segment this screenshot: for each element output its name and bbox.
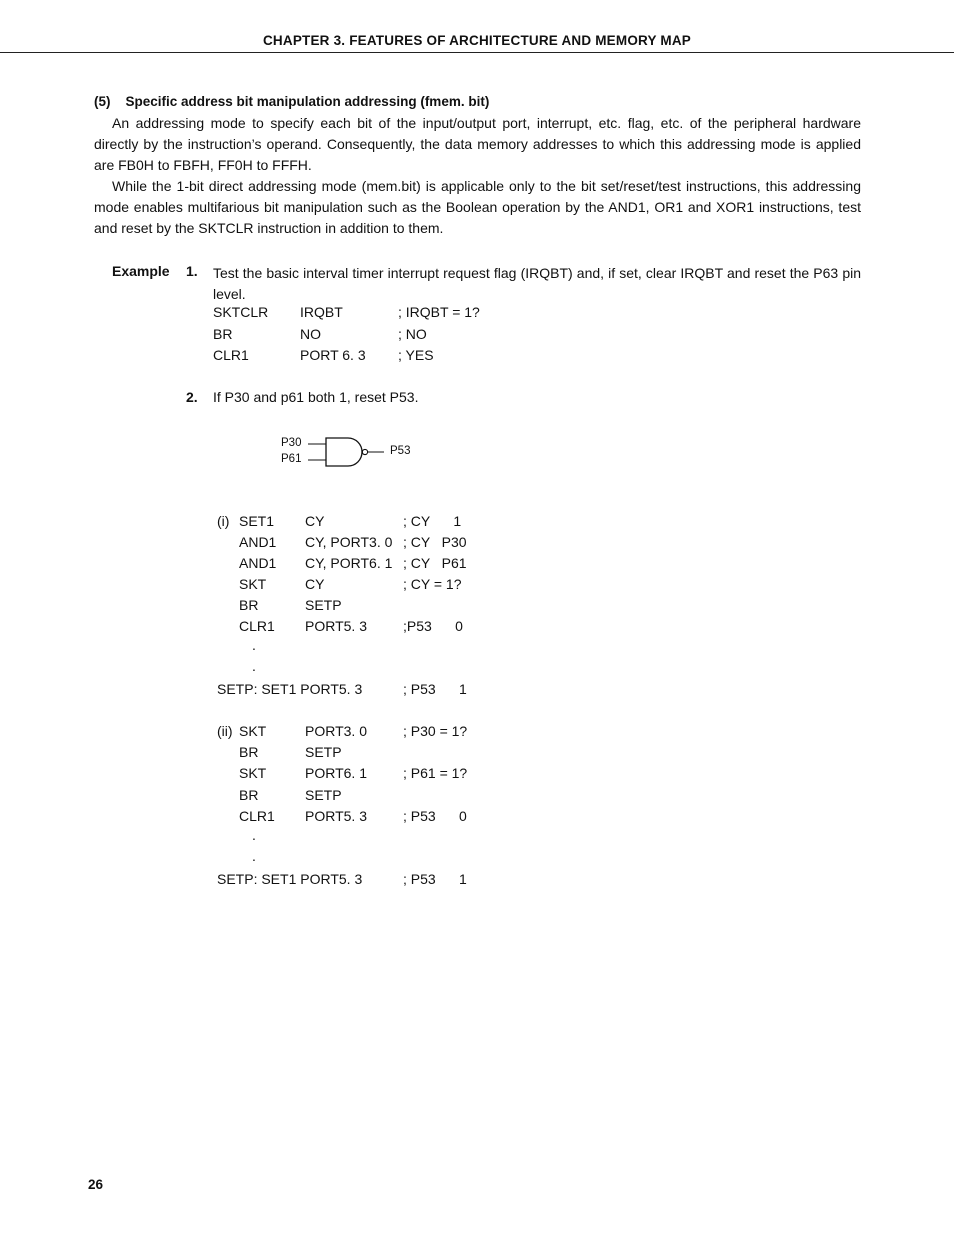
code-op: BR <box>239 744 259 760</box>
nand-gate-body <box>326 438 362 466</box>
section-title: (5) Specific address bit manipulation addressing (fmem. bit) <box>94 94 490 109</box>
code-operand: PORT6. 1 <box>305 765 367 781</box>
code-comment: ; P53 0 <box>403 808 467 824</box>
example-label: Example <box>112 263 170 279</box>
paragraph-1-text: An addressing mode to specify each bit of the input/output port, interrupt, etc. flag, etc. of the peripheral hardware directly by the instruction’s operand. Consequently, the data memory addresses to which this addressing mode is applied are FB0H to FBFH, FF0H to FFFH. <box>94 115 861 173</box>
code-comment: ; CY 1 <box>403 513 462 529</box>
code-op: CLR1 <box>239 618 275 634</box>
paragraph-2 <box>94 176 861 239</box>
code-comment: ; P53 1 <box>403 871 467 887</box>
code-comment: ; CY P30 <box>403 534 467 550</box>
part-i-prefix: (i) <box>217 513 230 529</box>
nand-gate-bubble <box>362 449 367 454</box>
part-ii-prefix: (ii) <box>217 723 233 739</box>
nand-gate-diagram <box>300 430 390 475</box>
code-operand: PORT5. 3 <box>305 808 367 824</box>
code-operand: IRQBT <box>300 304 343 320</box>
code-comment: ;P53 0 <box>403 618 463 634</box>
code-operand: CY <box>305 576 325 592</box>
code-operand: SETP <box>305 787 342 803</box>
ellipsis-dot: . <box>252 848 256 864</box>
example-item-1-number: 1. <box>186 263 198 279</box>
page-number: 26 <box>88 1177 104 1192</box>
code-op: AND1 <box>239 534 277 550</box>
code-op: BR <box>239 787 259 803</box>
code-op: AND1 <box>239 555 277 571</box>
code-operand: SETP <box>305 744 342 760</box>
code-comment: ; NO <box>398 326 427 342</box>
ellipsis-dot: . <box>252 658 256 674</box>
code-comment: ; P53 1 <box>403 681 467 697</box>
code-op: SKT <box>239 576 267 592</box>
code-op: SET1 <box>239 513 275 529</box>
ellipsis-dot: . <box>252 637 256 653</box>
code-operand: PORT3. 0 <box>305 723 367 739</box>
code-comment: ; P61 = 1? <box>403 765 468 781</box>
code-op: SKT <box>239 765 267 781</box>
example-item-2-text: If P30 and p61 both 1, reset P53. <box>213 389 419 405</box>
code-op: CLR1 <box>213 347 249 363</box>
code-comment: ; YES <box>398 347 434 363</box>
code-operand: PORT 6. 3 <box>300 347 366 363</box>
code-comment: ; CY = 1? <box>403 576 462 592</box>
code-operand: CY, PORT3. 0 <box>305 534 393 550</box>
gate-output-label-p53: P53 <box>390 445 411 457</box>
page-header-title: CHAPTER 3. FEATURES OF ARCHITECTURE AND MEMORY MAP <box>262 33 691 48</box>
paragraph-1 <box>94 113 861 176</box>
gate-input-label-p30: P30 <box>281 437 302 449</box>
code-comment: ; P30 = 1? <box>403 723 468 739</box>
example-item-2-number: 2. <box>186 389 198 405</box>
code-op: BR <box>239 597 259 613</box>
code-operand: NO <box>300 326 321 342</box>
code-operand: CY, PORT6. 1 <box>305 555 393 571</box>
code-op: SKT <box>239 723 267 739</box>
gate-input-label-p61: P61 <box>281 453 302 465</box>
header-rule <box>0 52 954 53</box>
paragraph-2-text: While the 1-bit direct addressing mode (mem.bit) is applicable only to the bit set/reset/test instructions, this addressing mode enables multifarious bit manipulation such as the Boolean operation by the AND1, OR1 and XOR1 instructions, test and reset by the SKTCLR instruction in addition to them. <box>94 178 861 236</box>
setp-label-line: SETP: SET1 PORT5. 3 <box>217 871 363 887</box>
code-op: CLR1 <box>239 808 275 824</box>
code-operand: SETP <box>305 597 342 613</box>
code-op: SKTCLR <box>213 304 269 320</box>
code-comment: ; CY P61 <box>403 555 467 571</box>
code-comment: ; IRQBT = 1? <box>398 304 480 320</box>
code-operand: PORT5. 3 <box>305 618 367 634</box>
example-item-1-text: Test the basic interval timer interrupt request flag (IRQBT) and, if set, clear IRQBT and reset the P63 pin level. <box>213 265 861 302</box>
ellipsis-dot: . <box>252 827 256 843</box>
setp-label-line: SETP: SET1 PORT5. 3 <box>217 681 363 697</box>
code-operand: CY <box>305 513 325 529</box>
code-op: BR <box>213 326 233 342</box>
